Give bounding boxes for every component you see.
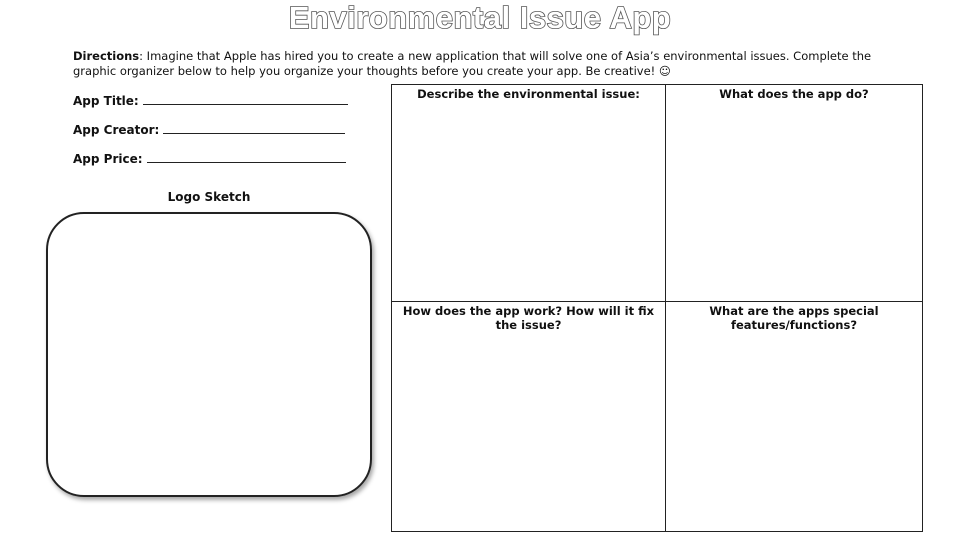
app-price-field [73, 150, 346, 166]
organizer-cell-features[interactable] [665, 301, 922, 531]
worksheet-title: Environmental Issue App [288, 0, 672, 35]
app-title-field [73, 92, 348, 108]
organizer-prompt-how-it-works: How does the app work? How will it fix the issue? [402, 304, 655, 332]
app-creator-field [73, 121, 345, 137]
directions-paragraph [73, 49, 903, 78]
logo-sketch-box[interactable] [46, 212, 372, 497]
app-creator-label: App Creator: [73, 123, 160, 137]
organizer-cell-purpose[interactable] [665, 85, 922, 301]
app-title-label: App Title: [73, 94, 139, 108]
app-creator-blank[interactable] [163, 121, 345, 134]
organizer-prompt-features: What are the apps special features/functions? [709, 304, 879, 332]
directions-text: : Imagine that Apple has hired you to create a new application that will solve one of Asia’s environmental issues. Complete the graphic organizer below to help you organize your thoughts before you create your app. Be creative! ☺ [73, 49, 872, 78]
app-title-blank[interactable] [143, 92, 348, 105]
organizer-cell-how-it-works[interactable] [392, 301, 665, 531]
organizer-prompt-issue: Describe the environmental issue: [417, 87, 640, 101]
logo-sketch-label: Logo Sketch [167, 190, 251, 204]
organizer-cell-issue[interactable] [392, 85, 665, 301]
app-price-blank[interactable] [147, 150, 346, 163]
directions-label: Directions [73, 49, 140, 63]
app-price-label: App Price: [73, 152, 143, 166]
organizer-prompt-purpose: What does the app do? [719, 87, 869, 101]
graphic-organizer [391, 84, 923, 532]
